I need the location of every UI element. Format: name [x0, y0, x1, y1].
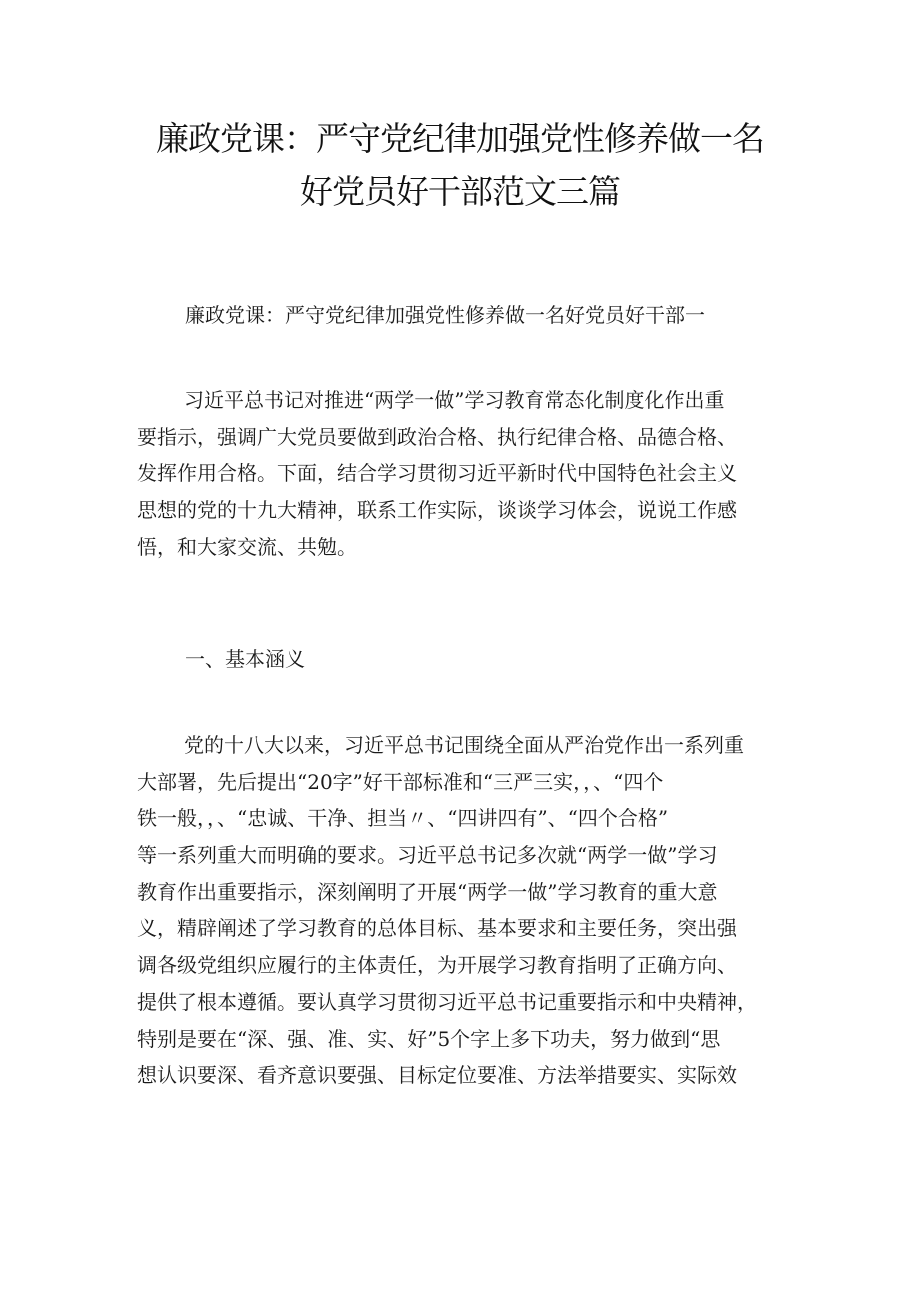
text-line: 教育作出重要指示，深刻阐明了开展“两学一做”学习教育的重大意	[137, 879, 718, 904]
document-title	[90, 112, 830, 218]
section-heading: 一、基本涵义	[185, 647, 305, 671]
text-line: 大部署，先后提出“20字”好干部标准和“三严三实，，、“四个	[137, 769, 664, 794]
text-line: 铁一般，，、“忠诚、干净、担当〃、“四讲四有”、“四个合格”	[137, 806, 669, 831]
document-subtitle: 廉政党课：严守党纪律加强党性修养做一名好党员好干部一	[185, 303, 705, 327]
text-line: 悟，和大家交流、共勉。	[137, 534, 357, 559]
title-line-1: 廉政党课：严守党纪律加强党性修养做一名	[156, 119, 764, 158]
body-paragraph	[137, 727, 787, 1094]
text-line: 想认识要深、看齐意识要强、目标定位要准、方法举措要实、实际效	[137, 1063, 737, 1088]
text-line: 提供了根本遵循。要认真学习贯彻习近平总书记重要指示和中央精神，	[137, 989, 757, 1014]
text-line: 等一系列重大而明确的要求。习近平总书记多次就“两学一做”学习	[137, 843, 718, 868]
text-line: 习近平总书记对推进“两学一做”学习教育常态化制度化作出重	[184, 388, 725, 412]
text-line: 思想的党的十九大精神，联系工作实际，谈谈学习体会，说说工作感	[137, 498, 737, 523]
text-line: 党的十八大以来，习近平总书记围绕全面从严治党作出一系列重	[184, 733, 744, 757]
text-line: 调各级党组织应履行的主体责任，为开展学习教育指明了正确方向、	[137, 953, 737, 978]
intro-paragraph	[137, 382, 787, 565]
title-line-2: 好党员好干部范文三篇	[300, 172, 620, 211]
text-line: 发挥作用合格。下面，结合学习贯彻习近平新时代中国特色社会主义	[137, 461, 737, 486]
text-line: 特别是要在“深、强、准、实、好”5个字上多下功夫，努力做到“思	[137, 1026, 721, 1051]
text-line: 要指示，强调广大党员要做到政治合格、执行纪律合格、品德合格、	[137, 424, 737, 449]
text-line: 义，精辟阐述了学习教育的总体目标、基本要求和主要任务，突出强	[137, 916, 737, 941]
